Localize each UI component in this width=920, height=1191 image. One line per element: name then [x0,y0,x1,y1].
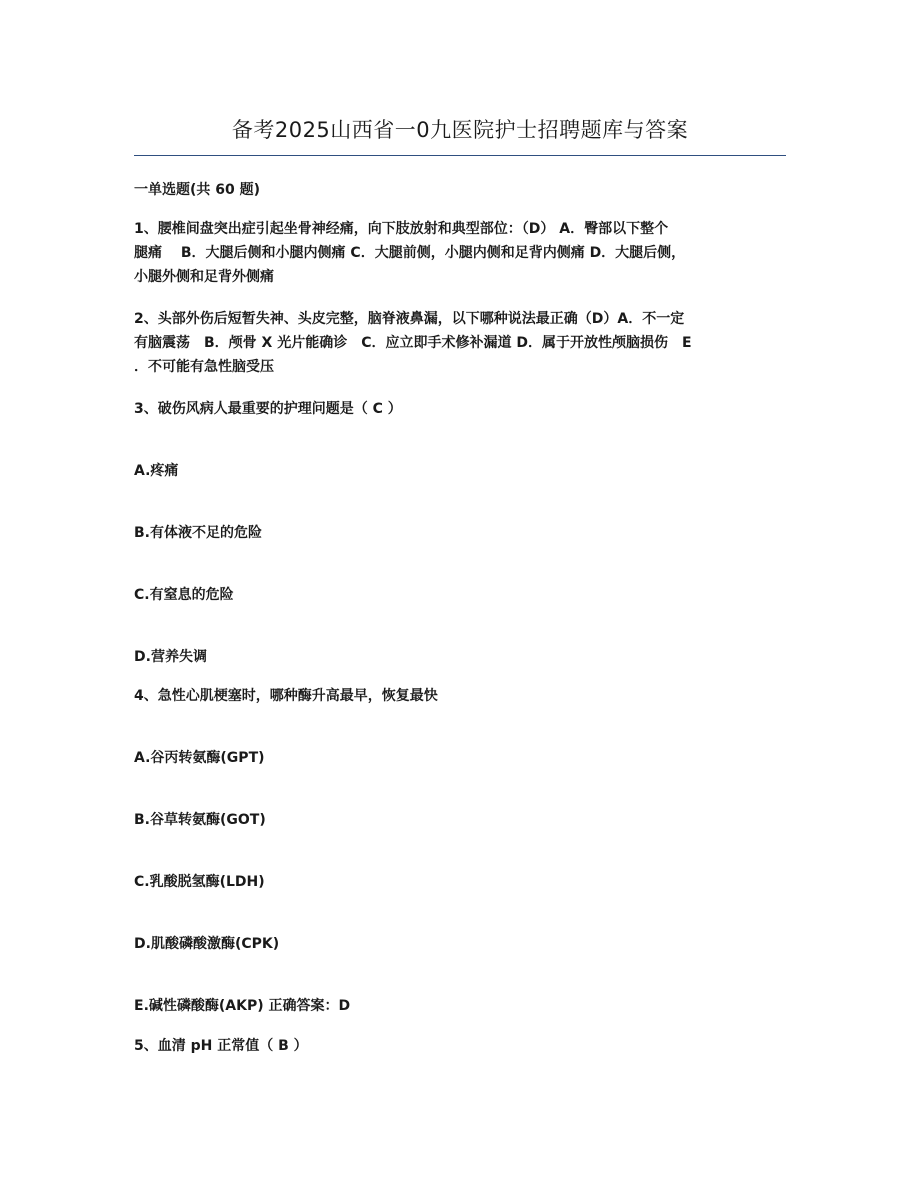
question-2 [134,307,794,379]
question-5-stem: 5、血清 pH 正常值（ B ） [134,1038,308,1054]
question-2-line-2: 有脑震荡 B．颅骨 X 光片能确诊 C．应立即手术修补漏道 D．属于开放性颅脑损伤 E [134,335,692,351]
question-3-stem: 3、破伤风病人最重要的护理问题是（ C ） [134,401,402,417]
section-header: 一单选题(共 60 题) [134,182,261,198]
question-4-option-c: C.乳酸脱氢酶(LDH) [134,874,265,890]
title-underline [134,155,786,156]
question-3-option-a: A.疼痛 [134,463,179,479]
question-1-line-1: 1、腰椎间盘突出症引起坐骨神经痛，向下肢放射和典型部位：（D） A．臀部以下整个 [134,221,669,237]
question-2-line-1: 2、头部外伤后短暂失神、头皮完整，脑脊液鼻漏，以下哪种说法最正确（D）A．不一定 [134,311,685,327]
question-3-option-c: C.有窒息的危险 [134,587,234,603]
question-1-line-2: 腿痛 B．大腿后侧和小腿内侧痛 C．大腿前侧，小腿内侧和足背内侧痛 D．大腿后侧， [134,245,686,261]
question-2-line-3: ．不可能有急性脑受压 [134,359,274,375]
question-4-option-d: D.肌酸磷酸激酶(CPK) [134,936,280,952]
question-4-stem: 4、急性心肌梗塞时，哪种酶升高最早，恢复最快 [134,688,438,704]
question-1-line-3: 小腿外侧和足背外侧痛 [134,269,274,285]
question-4-option-a: A.谷丙转氨酶(GPT) [134,750,265,766]
question-1 [134,217,794,289]
document-title: 备考2025山西省一0九医院护士招聘题库与答案 [231,118,689,142]
question-3-option-d: D.营养失调 [134,649,207,665]
question-4-option-e: E.碱性磷酸酶(AKP) 正确答案：D [134,998,351,1014]
question-4-option-b: B.谷草转氨酶(GOT) [134,812,266,828]
question-3-option-b: B.有体液不足的危险 [134,525,262,541]
